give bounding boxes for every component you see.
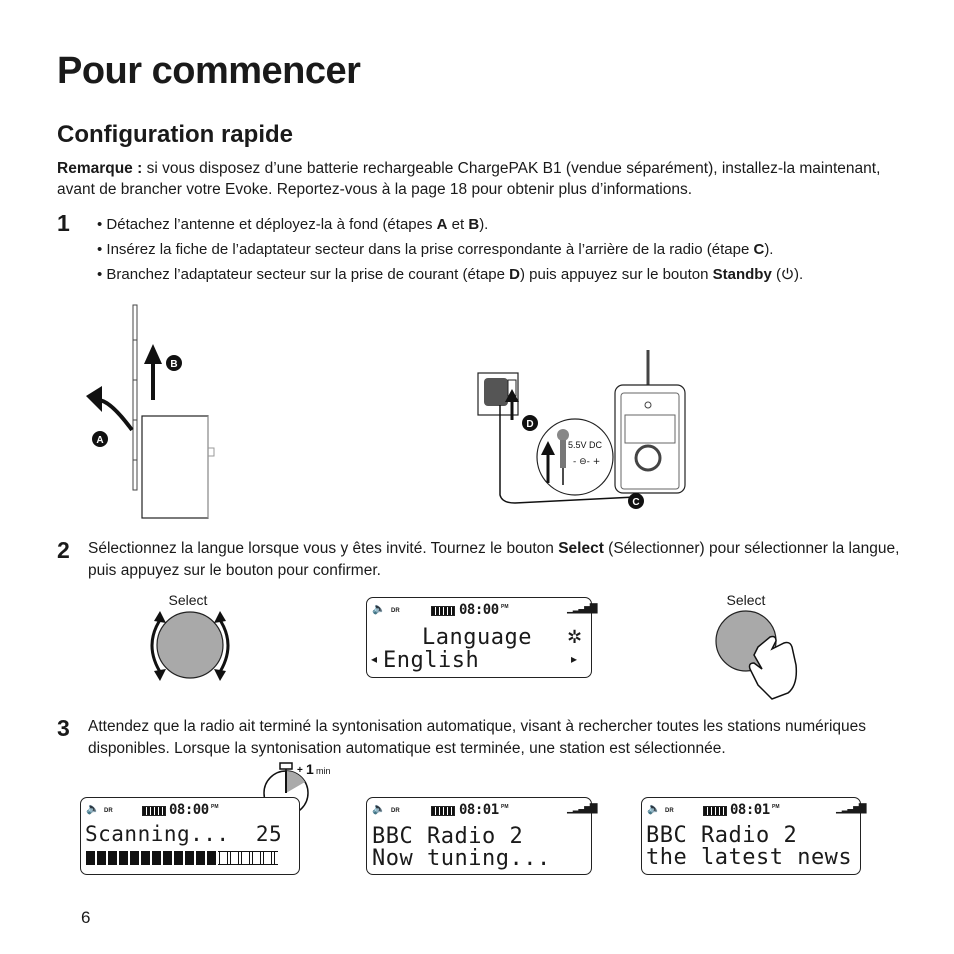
speaker-icon: 🔈 — [372, 803, 386, 815]
antenna-rod — [133, 305, 137, 490]
svg-text:C: C — [632, 497, 640, 508]
select-knob-press[interactable] — [710, 605, 802, 700]
step-1-bullet-1: • Détachez l’antenne et déployez-la à fond (étapes A et B). — [97, 216, 489, 233]
select-knob-rotate[interactable] — [140, 605, 240, 685]
step-1-bullet-3: • Branchez l’adaptateur secteur sur la prise de courant (étape D) puis appuyez sur le bouton Standby ( ). — [97, 266, 804, 283]
page-number: 6 — [81, 908, 91, 927]
lcd-line-1: Language — [422, 625, 532, 650]
battery-icon — [431, 606, 455, 616]
lcd-line-1: BBC Radio 2 — [646, 823, 798, 848]
signal-icon: ▁▂▃▅▇ — [567, 803, 596, 814]
lcd-line-2: Now tuning... — [372, 846, 551, 871]
svg-text:A: A — [96, 435, 104, 446]
page-title: Pour commencer — [57, 50, 361, 92]
lcd-latest-news — [641, 797, 865, 875]
svg-text:+: + — [297, 765, 303, 776]
clock-time: 08:01 — [459, 802, 499, 818]
step-3-text: Attendez que la radio ait terminé la syntonisation automatique, visant à rechercher toutes les stations numériques disponibles. Lorsque la syntonisation automatique est terminée, une station est sélectionnée. — [88, 718, 867, 757]
battery-icon — [431, 806, 455, 816]
svg-text:D: D — [526, 419, 534, 430]
step-2-number: 2 — [57, 537, 70, 563]
power-icon — [781, 267, 794, 280]
signal-icon: ▁▂▃▅▇ — [567, 603, 596, 614]
battery-icon — [142, 806, 166, 816]
scan-progress-bar — [86, 851, 278, 865]
lcd-now-tuning — [366, 797, 596, 875]
pm-label: PM — [501, 604, 509, 610]
select-label-left: Select — [168, 592, 208, 608]
power-illustration — [470, 345, 700, 520]
pm-label: PM — [501, 804, 509, 810]
battery-icon — [703, 806, 727, 816]
dr-label: DR — [391, 808, 400, 814]
svg-text:- ⊖- +: - ⊖- + — [573, 457, 601, 467]
step-2-text: Sélectionnez la langue lorsque vous y êtes invité. Tournez le bouton Select (Sélectionner) pour sélectionner la langue, puis appuyez sur le bouton pour confirmer. — [88, 540, 900, 579]
signal-icon: ▁▂▃▅▇ — [836, 803, 865, 814]
clock-time: 08:00 — [169, 802, 209, 818]
lcd-line-2: the latest news — [646, 845, 853, 870]
radio-side-view — [142, 416, 208, 518]
step-1-number: 1 — [57, 210, 70, 236]
arrow-left-icon: ◂ — [371, 652, 378, 666]
speaker-icon: 🔈 — [86, 803, 100, 815]
svg-text:1: 1 — [306, 761, 314, 777]
dr-label: DR — [104, 808, 113, 814]
speaker-icon: 🔈 — [647, 803, 661, 815]
pm-label: PM — [211, 804, 219, 810]
arrow-curve-a — [98, 400, 132, 430]
arrow-right-icon: ▸ — [571, 652, 578, 666]
antenna-illustration — [80, 300, 240, 525]
dc-label: 5.5V DC — [568, 440, 603, 450]
lcd-language — [366, 597, 596, 678]
step-3-number: 3 — [57, 715, 70, 741]
dr-label: DR — [391, 608, 400, 614]
svg-text:B: B — [170, 359, 178, 370]
note-paragraph — [57, 158, 917, 200]
pm-label: PM — [772, 804, 780, 810]
note-label: Remarque : — [57, 160, 143, 177]
adapter-plug — [484, 378, 508, 406]
clock-time: 08:01 — [730, 802, 770, 818]
lcd-line-1: BBC Radio 2 — [372, 824, 524, 849]
dr-label: DR — [665, 808, 674, 814]
speaker-icon: 🔈 — [372, 603, 386, 615]
note-text: si vous disposez d’une batterie rechargeable ChargePAK B1 (vendue séparément), installez-la maintenant, avant de brancher votre Evoke. Reportez-vous à la page 18 pour obtenir plus d’informations. — [57, 160, 881, 198]
select-label-right: Select — [726, 592, 766, 608]
svg-text:min: min — [316, 766, 331, 776]
step-1-bullet-2: • Insérez la fiche de l’adaptateur secteur dans la prise correspondante à l’arrière de la radio (étape C). — [97, 241, 774, 258]
section-title: Configuration rapide — [57, 121, 293, 148]
scroll-up-icon: ✲ — [567, 627, 583, 647]
lcd-line-1: Scanning... 25 — [85, 822, 283, 846]
lcd-scanning — [80, 797, 300, 875]
lcd-line-2: English — [383, 648, 480, 673]
clock-time: 08:00 — [459, 602, 499, 618]
